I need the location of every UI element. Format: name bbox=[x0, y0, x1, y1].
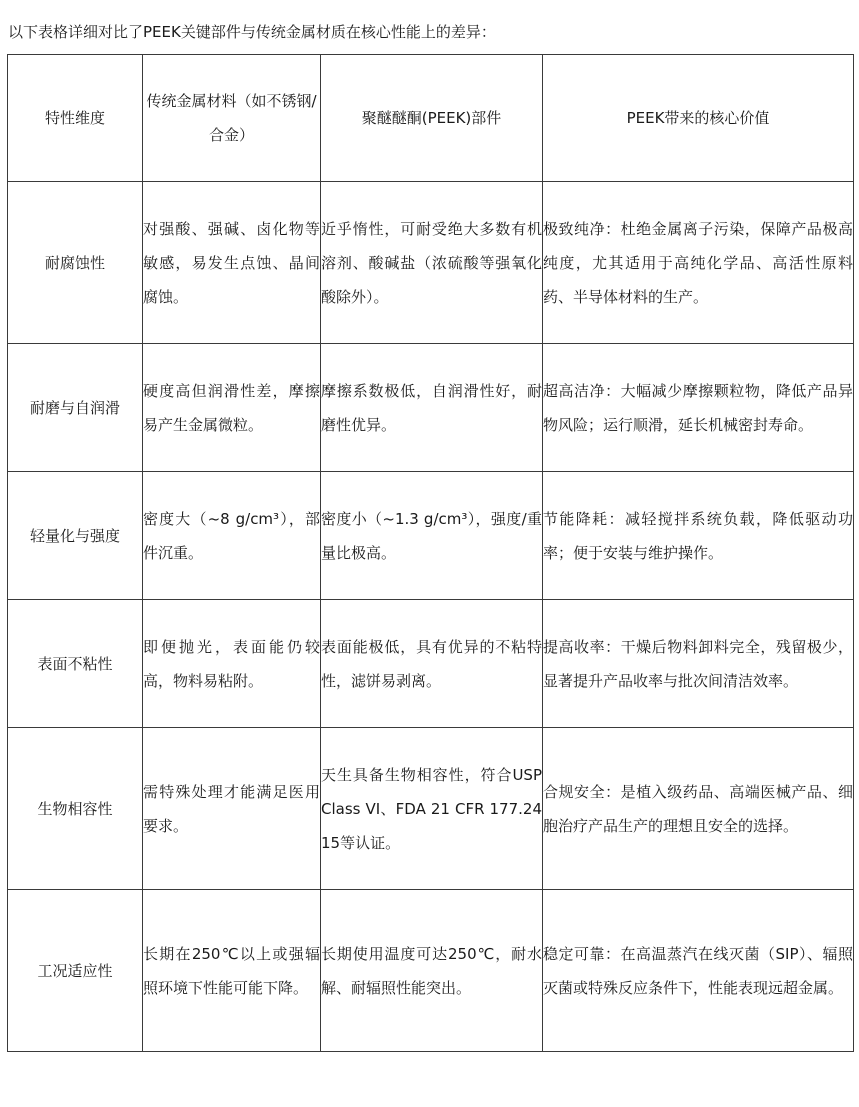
row-peek: 长期使用温度可达250℃，耐水解、耐辐照性能突出。 bbox=[321, 890, 543, 1052]
row-value: 合规安全：是植入级药品、高端医械产品、细胞治疗产品生产的理想且安全的选择。 bbox=[543, 728, 854, 890]
row-value: 提高收率：干燥后物料卸料完全，残留极少，显著提升产品收率与批次间清洁效率。 bbox=[543, 600, 854, 728]
row-metal: 硬度高但润滑性差，摩擦易产生金属微粒。 bbox=[143, 344, 321, 472]
table-row bbox=[8, 182, 854, 344]
row-peek: 表面能极低，具有优异的不粘特性，滤饼易剥离。 bbox=[321, 600, 543, 728]
row-value: 节能降耗：减轻搅拌系统负载，降低驱动功率；便于安装与维护操作。 bbox=[543, 472, 854, 600]
table-row bbox=[8, 472, 854, 600]
table-row bbox=[8, 890, 854, 1052]
row-metal: 需特殊处理才能满足医用要求。 bbox=[143, 728, 321, 890]
row-peek: 摩擦系数极低，自润滑性好，耐磨性优异。 bbox=[321, 344, 543, 472]
row-peek: 天生具备生物相容性，符合USP Class VI、FDA 21 CFR 177.2415等认证。 bbox=[321, 728, 543, 890]
comparison-table bbox=[7, 54, 854, 1052]
row-dimension: 工况适应性 bbox=[8, 890, 143, 1052]
intro-text: 以下表格详细对比了PEEK关键部件与传统金属材质在核心性能上的差异： bbox=[8, 23, 496, 41]
row-metal: 即便抛光，表面能仍较高，物料易粘附。 bbox=[143, 600, 321, 728]
row-metal: 密度大（~8 g/cm³），部件沉重。 bbox=[143, 472, 321, 600]
row-metal: 长期在250℃以上或强辐照环境下性能可能下降。 bbox=[143, 890, 321, 1052]
row-dimension: 生物相容性 bbox=[8, 728, 143, 890]
header-peek: 聚醚醚酮(PEEK)部件 bbox=[321, 55, 543, 182]
row-peek: 近乎惰性，可耐受绝大多数有机溶剂、酸碱盐（浓硫酸等强氧化酸除外）。 bbox=[321, 182, 543, 344]
header-dimension: 特性维度 bbox=[8, 55, 143, 182]
row-dimension: 耐腐蚀性 bbox=[8, 182, 143, 344]
table-row bbox=[8, 600, 854, 728]
row-dimension: 轻量化与强度 bbox=[8, 472, 143, 600]
row-value: 极致纯净：杜绝金属离子污染，保障产品极高纯度，尤其适用于高纯化学品、高活性原料药、半导体材料的生产。 bbox=[543, 182, 854, 344]
row-value: 超高洁净：大幅减少摩擦颗粒物，降低产品异物风险；运行顺滑，延长机械密封寿命。 bbox=[543, 344, 854, 472]
row-peek: 密度小（~1.3 g/cm³），强度/重量比极高。 bbox=[321, 472, 543, 600]
table-row bbox=[8, 728, 854, 890]
header-metal: 传统金属材料（如不锈钢/合金） bbox=[143, 55, 321, 182]
row-value: 稳定可靠：在高温蒸汽在线灭菌（SIP）、辐照灭菌或特殊反应条件下，性能表现远超金属。 bbox=[543, 890, 854, 1052]
table-row bbox=[8, 344, 854, 472]
row-dimension: 表面不粘性 bbox=[8, 600, 143, 728]
row-dimension: 耐磨与自润滑 bbox=[8, 344, 143, 472]
header-value: PEEK带来的核心价值 bbox=[543, 55, 854, 182]
table-header-row bbox=[8, 55, 854, 182]
row-metal: 对强酸、强碱、卤化物等敏感，易发生点蚀、晶间腐蚀。 bbox=[143, 182, 321, 344]
